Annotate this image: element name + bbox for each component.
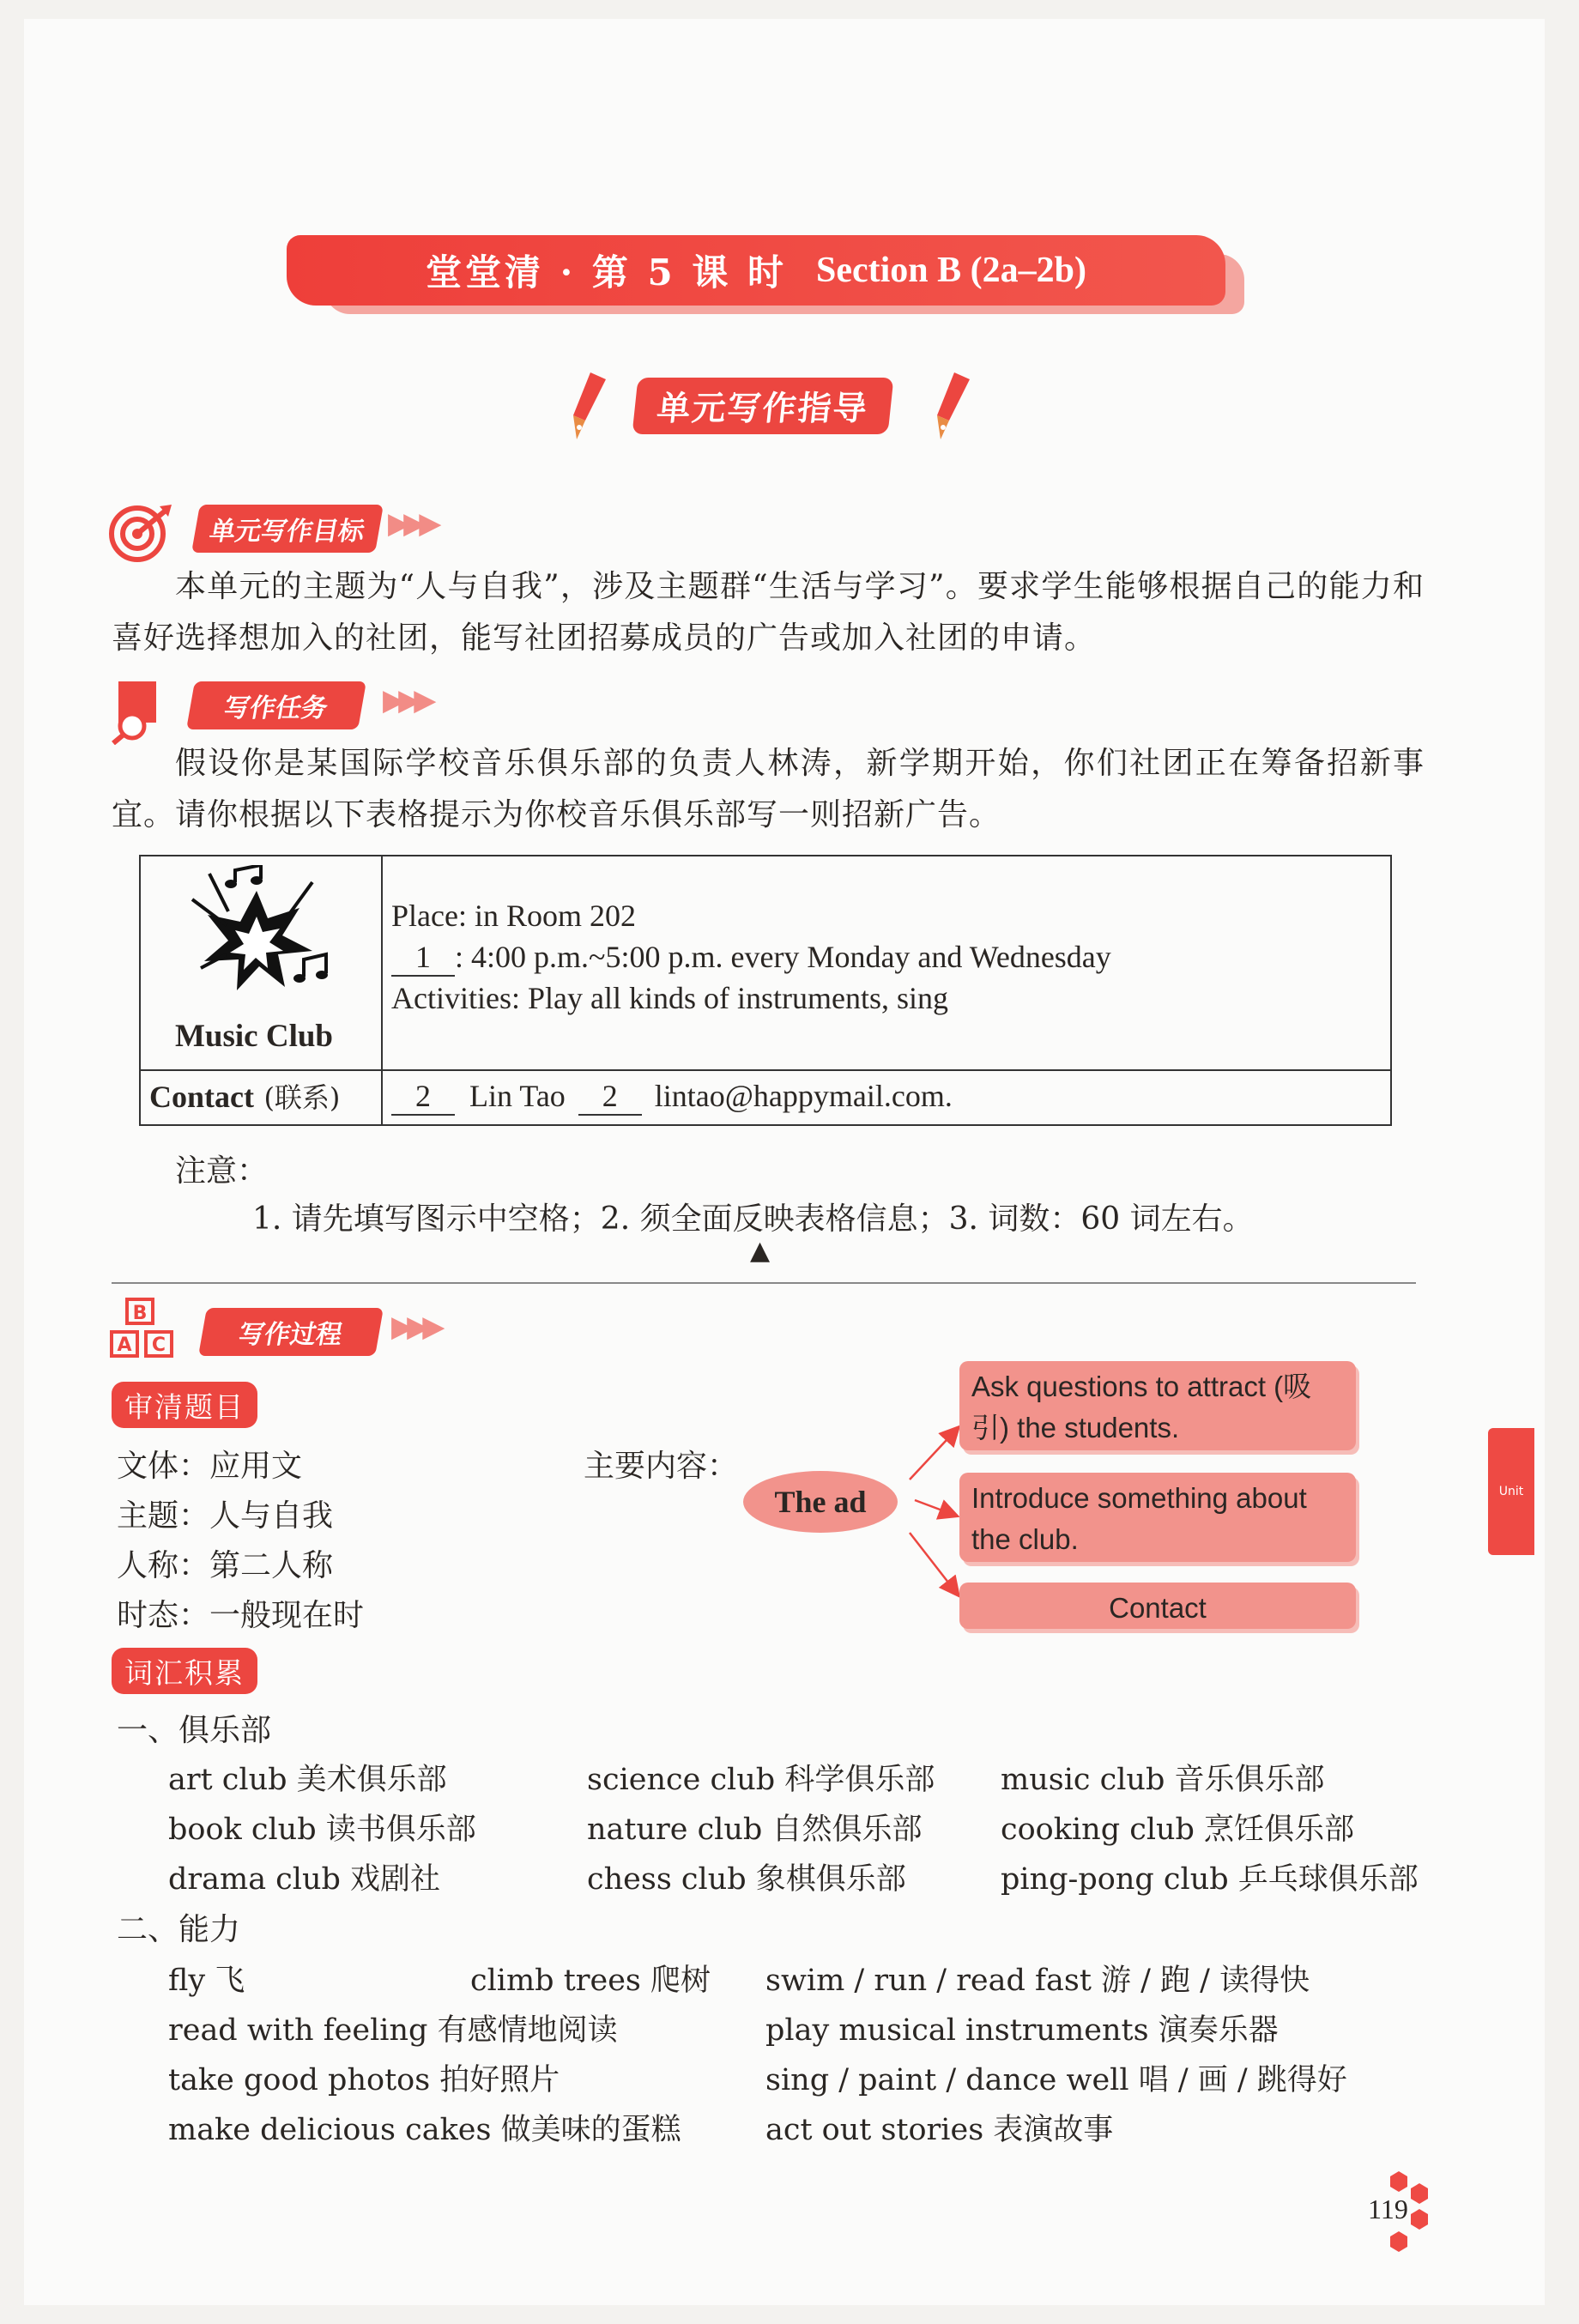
pen-icon-right [920, 369, 975, 443]
triple-arrow-icon: ▶▶▶ [391, 1310, 439, 1344]
diagram-arrows [892, 1390, 966, 1622]
triple-arrow-icon: ▶▶▶ [383, 683, 430, 717]
lesson-title-banner [287, 235, 1225, 306]
unit-side-tab: Unit [1488, 1428, 1534, 1555]
svg-text:A: A [117, 1334, 132, 1356]
banner-title-cn: 堂堂清 · 第 5 课 时 [426, 251, 787, 294]
box-ask-questions: Ask questions to attract (吸引) the students. [959, 1361, 1356, 1450]
vocab-item: book club 读书俱乐部 [168, 1813, 476, 1847]
club-name: Music Club [175, 1019, 334, 1054]
table-divider-vertical [381, 856, 383, 1124]
vocab-item: play musical instruments 演奏乐器 [765, 2013, 1279, 2048]
document-search-icon [106, 678, 175, 745]
triple-arrow-icon: ▶▶▶ [388, 506, 435, 541]
contact-label [149, 1076, 340, 1116]
theme-line: 主题：人与自我 [117, 1498, 334, 1534]
process-tag: 写作过程 [198, 1308, 384, 1356]
vocab-item: sing / paint / dance well 唱 / 画 / 跳得好 [765, 2063, 1347, 2097]
banner-title-en: Section B (2a–2b) [815, 251, 1086, 290]
vocab-item: swim / run / read fast 游 / 跑 / 读得快 [765, 1964, 1310, 1998]
svg-text:C: C [151, 1334, 166, 1356]
task-tag: 写作任务 [186, 681, 366, 729]
box-contact: Contact [959, 1583, 1356, 1629]
the-ad-node: The ad [743, 1471, 898, 1533]
vocab-sec1: 一、俱乐部 [117, 1713, 272, 1748]
contact-line [391, 1078, 953, 1116]
place-line: Place: in Room 202 [391, 899, 636, 933]
vocab-item: drama club 戏剧社 [168, 1862, 441, 1897]
goal-tag: 单元写作目标 [191, 505, 384, 553]
blank-2b[interactable]: 2 [578, 1078, 642, 1116]
vocab-item: climb trees 爬树 [470, 1964, 711, 1998]
vocab-item: cooking club 烹饪俱乐部 [1001, 1813, 1355, 1847]
person-line: 人称：第二人称 [117, 1548, 334, 1583]
music-burst-icon [175, 865, 338, 1011]
vocab-item: make delicious cakes 做美味的蛋糕 [168, 2113, 681, 2147]
activities-line: Activities: Play all kinds of instruments, sing [391, 981, 948, 1015]
time-line [391, 939, 1111, 977]
contact-name: Lin Tao [469, 1079, 566, 1113]
vocab-sec2: 二、能力 [117, 1912, 241, 1947]
notes-label: 注意： [175, 1153, 269, 1189]
vocab-pill: 词汇积累 [112, 1648, 257, 1694]
vocab-item: fly 飞 [168, 1964, 245, 1998]
divider-line [112, 1282, 1416, 1284]
vocab-item: ping-pong club 乒乓球俱乐部 [1001, 1862, 1419, 1897]
unit-writing-guide-header: 单元写作指导 [632, 378, 894, 434]
genre-line: 文体：应用文 [117, 1449, 303, 1484]
blank-1[interactable]: 1 [391, 939, 455, 977]
vocab-item: music club 音乐俱乐部 [1001, 1763, 1325, 1797]
pen-icon [556, 369, 611, 443]
vocab-item: nature club 自然俱乐部 [587, 1813, 923, 1847]
vocab-item: art club 美术俱乐部 [168, 1763, 447, 1797]
main-content-label: 主要内容： [584, 1449, 739, 1484]
target-icon [106, 501, 175, 565]
triangle-marker: ▲ [750, 1236, 771, 1266]
abc-blocks-icon [108, 1298, 185, 1366]
goal-text: 本单元的主题为“人与自我”，涉及主题群“生活与学习”。要求学生能够根据自己的能力和喜好选择想加入的社团，能写社团招募成员的广告或加入社团的申请。 [112, 569, 1425, 656]
page-number: 119 [1368, 2194, 1408, 2224]
contact-label-cn: (联系) [263, 1081, 341, 1114]
contact-label-en: Contact [149, 1080, 254, 1114]
box-introduce: Introduce something about the club. [959, 1473, 1356, 1562]
svg-text:B: B [132, 1303, 148, 1324]
task-text: 假设你是某国际学校音乐俱乐部的负责人林涛，新学期开始，你们社团正在筹备招新事宜。请你根据以下表格提示为你校音乐俱乐部写一则招新广告。 [112, 746, 1425, 832]
notes-text: 1. 请先填写图示中空格；2. 须全面反映表格信息；3. 词数：60 词左右。 [252, 1201, 1254, 1237]
vocab-item: take good photos 拍好照片 [168, 2063, 560, 2097]
vocab-item: act out stories 表演故事 [765, 2113, 1114, 2147]
table-divider-horizontal [141, 1069, 1390, 1071]
vocab-item: science club 科学俱乐部 [587, 1763, 935, 1797]
review-pill: 审清题目 [112, 1382, 257, 1428]
contact-email: lintao@happymail.com. [654, 1079, 953, 1113]
time-text: : 4:00 p.m.~5:00 p.m. every Monday and Wednesday [455, 940, 1111, 974]
vocab-item: read with feeling 有感情地阅读 [168, 2013, 618, 2048]
blank-2a[interactable]: 2 [391, 1078, 455, 1116]
tense-line: 时态：一般现在时 [117, 1598, 365, 1633]
music-club-table [139, 855, 1392, 1126]
vocab-item: chess club 象棋俱乐部 [587, 1862, 906, 1897]
